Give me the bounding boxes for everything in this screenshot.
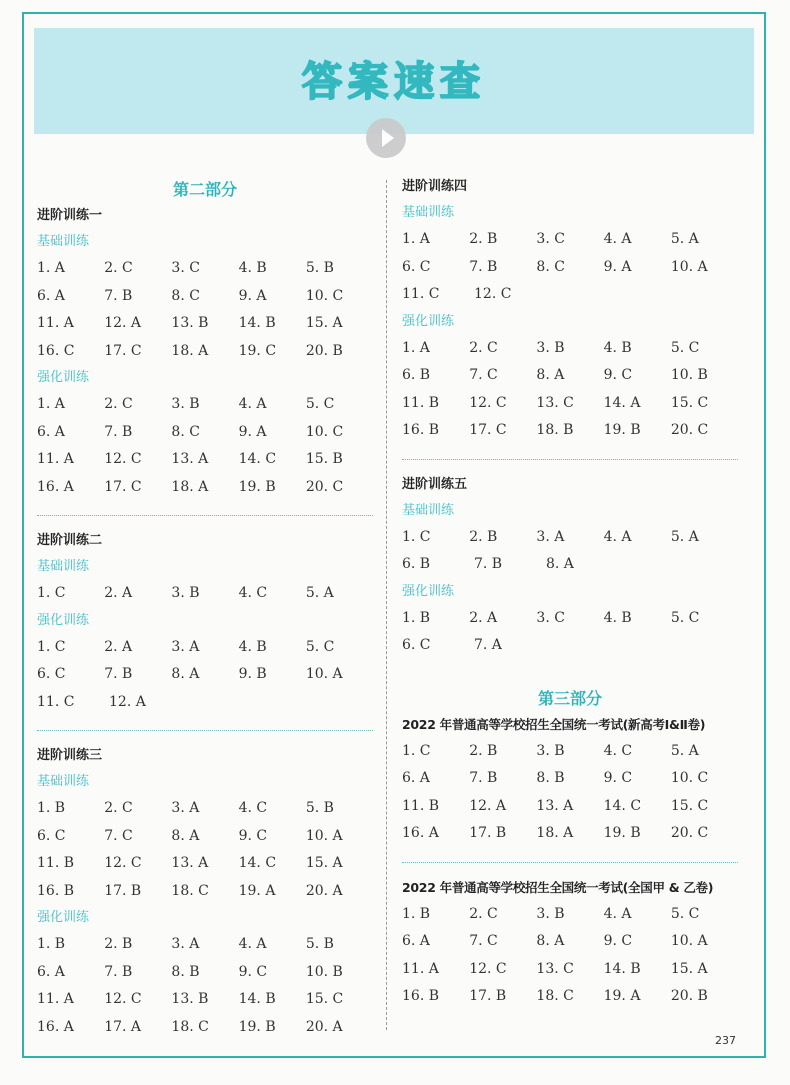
answer-item: 1. C	[402, 742, 431, 759]
answer-item: 16. A	[37, 1018, 74, 1035]
answer-item: 17. C	[104, 478, 142, 495]
answer-row	[37, 255, 373, 283]
answer-row	[37, 419, 373, 447]
answer-item: 4. A	[238, 936, 267, 952]
answer-item: 15. A	[305, 855, 343, 871]
answer-item: 15. C	[670, 797, 709, 814]
answer-item: 7. B	[104, 287, 133, 304]
answer-item: 2. C	[469, 339, 498, 356]
answer-grid	[37, 580, 373, 608]
answer-row	[402, 551, 738, 579]
answer-row	[402, 254, 738, 282]
answer-item: 9. A	[238, 287, 267, 304]
header-banner	[34, 28, 754, 134]
answer-item: 4. C	[238, 585, 268, 601]
answer-item: 3. A	[171, 936, 200, 952]
answer-item: 14. C	[603, 797, 642, 814]
answer-item: 10. C	[305, 423, 344, 440]
answer-item: 10. C	[670, 770, 709, 786]
answer-item: 2. C	[104, 800, 133, 816]
answer-item: 5. C	[305, 396, 335, 412]
subsection-label: 强化训练	[402, 313, 455, 329]
answer-item: 8. A	[171, 666, 200, 682]
answer-row	[37, 446, 373, 474]
answer-item: 12. C	[104, 991, 142, 1007]
answer-item: 12. C	[474, 286, 512, 302]
answer-row	[37, 878, 373, 906]
answer-item: 5. B	[305, 800, 334, 816]
answer-item: 9. C	[238, 963, 268, 980]
answer-item: 19. B	[238, 1018, 276, 1035]
answer-row	[37, 850, 373, 878]
banner-title: 答案速查	[302, 59, 486, 105]
answer-item: 20. B	[305, 342, 343, 359]
subsection-label: 基础训练	[402, 502, 455, 518]
answer-item: 9. B	[238, 666, 267, 682]
right-column	[402, 174, 738, 1011]
answer-item: 13. B	[171, 991, 209, 1007]
answer-item: 1. B	[37, 936, 66, 952]
answer-grid	[402, 605, 738, 660]
answer-item: 10. B	[305, 963, 343, 980]
part-heading: 第二部分	[172, 180, 237, 199]
answer-item: 16. B	[37, 882, 75, 899]
answer-item: 8. A	[536, 933, 565, 949]
spacer	[402, 660, 738, 686]
exam-heading: 2022 年普通高等学校招生全国统一考试(新高考Ⅰ&Ⅱ卷)	[402, 716, 706, 732]
answer-item: 3. B	[536, 339, 565, 356]
answer-item: 14. B	[603, 960, 641, 977]
answer-item: 18. C	[171, 1018, 209, 1035]
answer-item: 5. C	[305, 638, 335, 655]
answer-item: 15. B	[305, 451, 343, 467]
answer-item: 1. A	[402, 339, 430, 356]
answer-item: 6. C	[37, 666, 66, 682]
answer-item: 11. A	[37, 315, 74, 331]
answer-item: 5. A	[305, 585, 334, 601]
answer-row	[402, 820, 738, 848]
answer-item: 6. A	[37, 423, 65, 440]
answer-item: 12. A	[104, 315, 142, 331]
section-divider	[37, 730, 373, 731]
answer-item: 13. A	[171, 855, 209, 871]
answer-row	[402, 390, 738, 418]
answer-item: 4. B	[603, 609, 632, 626]
section-heading: 进阶训练五	[402, 476, 468, 492]
answer-item: 2. B	[469, 231, 498, 247]
answer-item: 9. A	[238, 423, 267, 440]
answer-item: 11. A	[37, 991, 74, 1007]
answer-item: 3. B	[171, 396, 200, 412]
answer-item: 8. B	[536, 770, 565, 786]
subsection-label: 基础训练	[402, 205, 455, 220]
answer-item: 18. A	[171, 478, 209, 495]
answer-row	[402, 605, 738, 633]
answer-item: 4. C	[603, 742, 633, 759]
answer-item: 11. A	[402, 960, 439, 977]
answer-item: 4. A	[238, 396, 267, 412]
answer-row	[37, 634, 373, 662]
answer-item: 17. C	[469, 422, 507, 438]
section-heading: 进阶训练一	[37, 208, 103, 223]
answer-item: 5. A	[670, 528, 699, 545]
answer-item: 15. C	[305, 991, 344, 1007]
answer-item: 7. A	[474, 637, 502, 653]
page-number: 237	[715, 1034, 736, 1047]
answer-item: 6. A	[402, 933, 430, 949]
answer-row	[37, 580, 373, 608]
answer-item: 18. C	[536, 988, 574, 1004]
answer-item: 13. C	[536, 960, 574, 977]
answer-row	[37, 474, 373, 502]
answer-row	[37, 959, 373, 987]
answer-item: 5. C	[670, 905, 700, 922]
answer-item: 14. B	[238, 991, 276, 1007]
answer-row	[37, 986, 373, 1014]
subsection-label: 基础训练	[37, 234, 90, 249]
answer-item: 7. B	[104, 423, 133, 440]
answer-row	[402, 901, 738, 929]
answer-item: 5. C	[670, 609, 700, 626]
answer-item: 20. A	[305, 882, 343, 899]
answer-item: 16. B	[402, 988, 440, 1004]
answer-row	[37, 338, 373, 366]
answer-row	[402, 956, 738, 984]
answer-grid	[37, 634, 373, 717]
answer-item: 6. C	[402, 258, 431, 275]
answer-item: 7. B	[104, 666, 133, 682]
answer-row	[37, 310, 373, 338]
answer-item: 11. B	[402, 394, 440, 411]
answer-item: 15. A	[670, 960, 708, 977]
answer-item: 11. B	[402, 797, 440, 814]
answer-item: 1. B	[402, 905, 431, 922]
answer-item: 6. C	[402, 637, 431, 653]
answer-item: 2. A	[104, 638, 133, 655]
answer-item: 12. A	[469, 797, 507, 814]
answer-item: 4. B	[238, 638, 267, 655]
answer-item: 20. C	[670, 825, 709, 841]
answer-item: 5. B	[305, 260, 334, 276]
answer-item: 1. C	[402, 528, 431, 545]
answer-item: 9. C	[603, 367, 633, 383]
answer-item: 1. B	[402, 609, 431, 626]
answer-item: 15. A	[305, 315, 343, 331]
answer-row	[402, 362, 738, 390]
answer-item: 10. A	[305, 666, 343, 682]
answer-item: 11. C	[402, 286, 440, 302]
answer-item: 20. A	[305, 1018, 343, 1035]
section-divider	[37, 515, 373, 516]
answer-item: 8. A	[546, 556, 574, 572]
answer-item: 4. A	[603, 528, 632, 545]
answer-item: 12. C	[469, 960, 507, 977]
answer-row	[37, 823, 373, 851]
answer-item: 6. A	[37, 963, 65, 980]
answer-item: 9. C	[603, 933, 633, 949]
answer-item: 1. A	[37, 396, 65, 412]
answer-row	[402, 983, 738, 1011]
answer-item: 14. C	[238, 855, 277, 871]
answer-item: 3. B	[171, 585, 200, 601]
answer-row	[37, 1014, 373, 1042]
answer-item: 3. C	[536, 231, 565, 247]
answer-grid	[402, 738, 738, 848]
subsection-label: 强化训练	[37, 910, 90, 925]
subsection-label: 强化训练	[37, 612, 90, 628]
answer-item: 10. A	[670, 258, 708, 275]
answer-item: 3. A	[536, 528, 565, 545]
answer-item: 6. A	[402, 770, 430, 786]
answer-item: 17. B	[104, 882, 142, 899]
answer-item: 19. B	[238, 478, 276, 495]
answer-item: 16. C	[37, 342, 75, 359]
answer-item: 6. C	[37, 827, 66, 844]
answer-item: 1. C	[37, 585, 66, 601]
answer-item: 6. B	[402, 367, 431, 383]
answer-row	[37, 391, 373, 419]
answer-item: 14. B	[238, 315, 276, 331]
answer-item: 16. A	[37, 478, 74, 495]
answer-item: 18. C	[171, 882, 209, 899]
left-column	[37, 177, 373, 1041]
section-heading: 进阶训练二	[37, 533, 103, 548]
answer-item: 19. B	[603, 825, 641, 841]
answer-item: 2. C	[104, 396, 133, 412]
answer-item: 6. B	[402, 556, 431, 572]
subsection-label: 基础训练	[37, 774, 90, 789]
answer-item: 1. C	[37, 638, 66, 655]
answer-item: 1. A	[37, 260, 65, 276]
answer-item: 14. A	[603, 394, 641, 411]
answer-item: 4. B	[238, 260, 267, 276]
section-heading: 进阶训练三	[37, 748, 103, 763]
answer-item: 3. A	[171, 638, 200, 655]
answer-item: 10. B	[670, 367, 708, 383]
answer-item: 2. B	[104, 936, 133, 952]
answer-item: 7. B	[474, 556, 503, 572]
answer-item: 7. B	[469, 258, 498, 275]
answer-item: 3. B	[536, 905, 565, 922]
answer-item: 17. B	[469, 825, 507, 841]
answer-row	[402, 417, 738, 445]
answer-row	[402, 335, 738, 363]
part-heading: 第三部分	[537, 688, 602, 708]
answer-row	[402, 793, 738, 821]
answer-grid	[37, 391, 373, 501]
answer-item: 7. C	[104, 827, 133, 844]
answer-item: 8. C	[171, 423, 200, 440]
answer-item: 10. A	[305, 827, 343, 844]
answer-item: 6. A	[37, 287, 65, 304]
answer-item: 5. B	[305, 936, 334, 952]
play-button[interactable]	[366, 118, 406, 158]
answer-item: 20. C	[305, 478, 344, 495]
answer-item: 4. B	[603, 339, 632, 356]
answer-grid	[37, 795, 373, 905]
answer-item: 10. A	[670, 933, 708, 949]
subsection-label: 强化训练	[37, 370, 90, 385]
answer-item: 17. B	[469, 988, 507, 1004]
answer-item: 20. C	[670, 422, 709, 438]
answer-item: 19. C	[238, 342, 277, 359]
answer-item: 5. A	[670, 231, 699, 247]
section-divider	[402, 459, 738, 460]
answer-item: 16. A	[402, 825, 439, 841]
answer-item: 19. A	[603, 988, 641, 1004]
answer-item: 11. A	[37, 451, 74, 467]
answer-grid	[402, 226, 738, 309]
answer-item: 14. C	[238, 451, 277, 467]
answer-item: 2. C	[104, 260, 133, 276]
answer-row	[402, 524, 738, 552]
section-divider	[402, 862, 738, 863]
answer-grid	[402, 901, 738, 1011]
answer-item: 18. B	[536, 422, 574, 438]
answer-item: 10. C	[305, 287, 344, 304]
answer-item: 13. B	[171, 315, 209, 331]
answer-row	[402, 226, 738, 254]
answer-item: 13. C	[536, 394, 574, 411]
answer-item: 12. C	[104, 451, 142, 467]
answer-row	[402, 281, 738, 309]
answer-item: 19. B	[603, 422, 641, 438]
answer-row	[37, 661, 373, 689]
answer-grid	[402, 524, 738, 579]
answer-item: 18. A	[536, 825, 574, 841]
answer-item: 5. A	[670, 742, 699, 759]
answer-row	[37, 931, 373, 959]
answer-grid	[37, 931, 373, 1041]
answer-item: 11. C	[37, 693, 75, 710]
answer-item: 16. B	[402, 422, 440, 438]
answer-item: 8. C	[171, 287, 200, 304]
answer-item: 3. C	[171, 260, 200, 276]
answer-item: 12. A	[109, 693, 146, 710]
answer-item: 7. B	[104, 963, 133, 980]
answer-item: 3. B	[536, 742, 565, 759]
answer-item: 8. B	[171, 963, 200, 980]
answer-item: 2. B	[469, 528, 498, 545]
answer-row	[37, 689, 373, 717]
answer-grid	[402, 335, 738, 445]
answer-item: 7. C	[469, 933, 498, 949]
answer-item: 7. C	[469, 367, 498, 383]
answer-item: 15. C	[670, 394, 709, 411]
answer-item: 17. C	[104, 342, 142, 359]
answer-item: 2. B	[469, 742, 498, 759]
answer-item: 19. A	[238, 882, 276, 899]
answer-item: 4. A	[603, 231, 632, 247]
answer-item: 7. B	[469, 770, 498, 786]
answer-item: 12. C	[104, 855, 142, 871]
answer-item: 13. A	[536, 797, 574, 814]
answer-item: 12. C	[469, 394, 507, 411]
answer-item: 2. A	[104, 585, 133, 601]
answer-item: 17. A	[104, 1018, 142, 1035]
answer-item: 8. C	[536, 258, 565, 275]
answer-item: 1. A	[402, 231, 430, 247]
answer-item: 2. C	[469, 905, 498, 922]
answer-item: 8. A	[171, 827, 200, 844]
answer-row	[402, 738, 738, 766]
answer-item: 9. A	[603, 258, 632, 275]
subsection-label: 基础训练	[37, 559, 90, 574]
answer-row	[402, 928, 738, 956]
answer-item: 8. A	[536, 367, 565, 383]
answer-item: 9. C	[238, 827, 268, 844]
answer-item: 9. C	[603, 770, 633, 786]
answer-row	[37, 283, 373, 311]
answer-item: 11. B	[37, 855, 75, 871]
answer-row	[402, 632, 738, 660]
answer-item: 4. A	[603, 905, 632, 922]
answer-item: 20. B	[670, 988, 708, 1004]
answer-row	[37, 795, 373, 823]
answer-item: 3. C	[536, 609, 565, 626]
section-heading: 进阶训练四	[402, 179, 468, 194]
answer-item: 2. A	[469, 609, 498, 626]
subsection-label: 强化训练	[402, 583, 455, 599]
answer-item: 5. C	[670, 339, 700, 356]
answer-grid	[37, 255, 373, 365]
exam-heading: 2022 年普通高等学校招生全国统一考试(全国甲 & 乙卷)	[402, 879, 714, 895]
answer-item: 1. B	[37, 800, 66, 816]
answer-item: 18. A	[171, 342, 209, 359]
answer-row	[402, 765, 738, 793]
column-divider	[386, 180, 387, 1030]
answer-item: 3. A	[171, 800, 200, 816]
answer-item: 13. A	[171, 451, 209, 467]
answer-item: 4. C	[238, 800, 268, 816]
